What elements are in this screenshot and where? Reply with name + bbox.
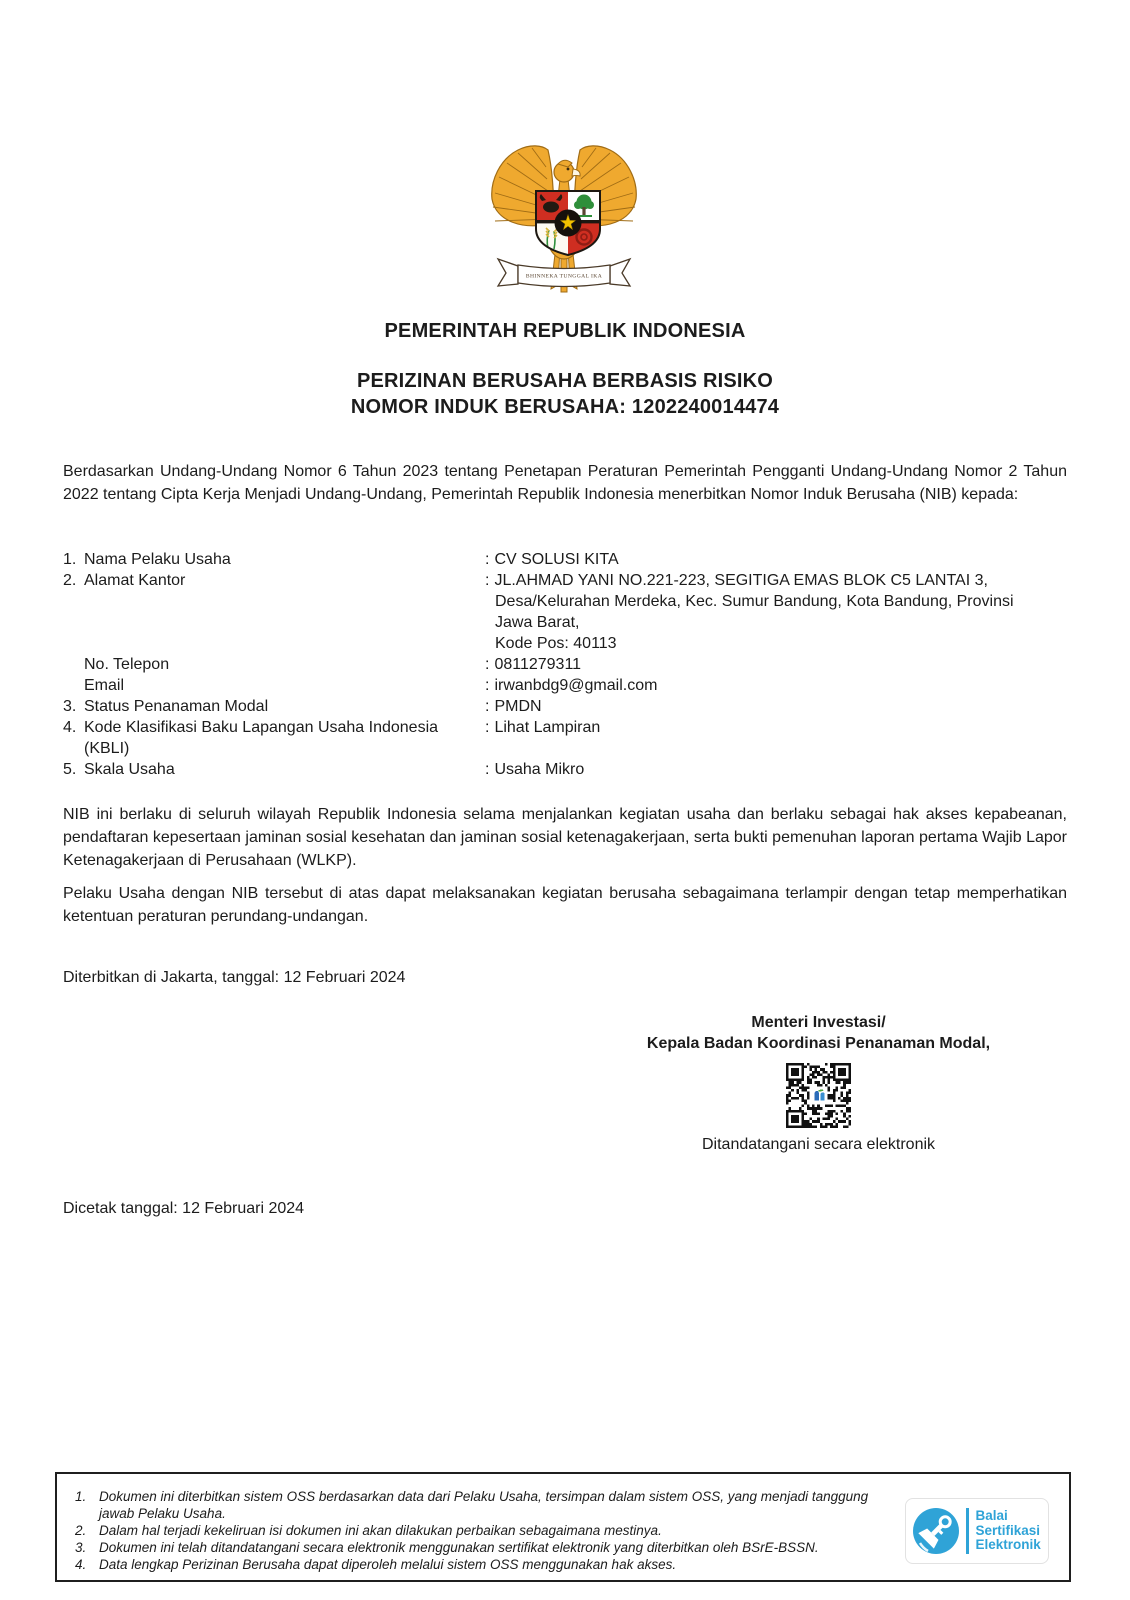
signature-block	[566, 1012, 1071, 1155]
field-value-text: irwanbdg9@gmail.com	[494, 677, 658, 694]
footer-notes	[75, 1488, 899, 1573]
issued-line: Diterbitkan di Jakarta, tanggal: 12 Februari 2024	[63, 969, 406, 986]
electronic-signature-caption: Ditandatangani secara elektronik	[701, 1136, 936, 1153]
footer-notes-box	[55, 1472, 1071, 1582]
footer-note-text: Dokumen ini diterbitkan sistem OSS berdasarkan data dari Pelaku Usaha, tersimpan dalam sistem OSS, yang menjadi tanggung jawab Pelaku Usaha.	[99, 1489, 869, 1521]
footer-note-text: Data lengkap Perizinan Berusaha dapat diperoleh melalui sistem OSS menggunakan hak akses.	[99, 1557, 677, 1572]
field-label	[84, 717, 485, 759]
field-value-text: Lihat Lampiran	[494, 719, 601, 736]
bsre-divider	[966, 1508, 969, 1554]
bsre-word-line1: Balai	[975, 1508, 1008, 1524]
bsre-logo	[905, 1498, 1049, 1564]
field-value-text: Usaha Mikro	[494, 761, 585, 778]
field-number: 1.	[63, 551, 77, 568]
signatory-title-line2: Kepala Badan Koordinasi Penanaman Modal,	[646, 1035, 991, 1052]
footer-note-number: 2.	[75, 1523, 87, 1538]
footer-note	[75, 1488, 899, 1522]
colon: :	[485, 761, 490, 778]
footer-note	[75, 1522, 899, 1539]
intro-paragraph: Berdasarkan Undang-Undang Nomor 6 Tahun 2023 tentang Penetapan Peraturan Pemerintah Pengganti Undang-Undang Nomor 2 Tahun 2022 tentang Cipta Kerja Menjadi Undang-Undang, Pemerintah Republik Indonesia menerbitkan Nomor Induk Berusaha (NIB) kepada:	[63, 463, 1067, 503]
field-value-text: PMDN	[494, 698, 542, 715]
printed-line: Dicetak tanggal: 12 Februari 2024	[63, 1200, 305, 1217]
garuda-eye	[567, 168, 570, 171]
footer-note-number: 3.	[75, 1540, 87, 1555]
pancasila-shield	[534, 191, 602, 255]
qr-center-logo	[811, 1088, 827, 1104]
signatory-title-line1: Menteri Investasi/	[751, 1014, 886, 1031]
colon: :	[485, 551, 490, 568]
footer-note	[75, 1539, 899, 1556]
footer-note-number: 4.	[75, 1557, 87, 1572]
bsre-word-line2: Sertifikasi	[975, 1522, 1041, 1538]
field-value-text: CV SOLUSI KITA	[494, 551, 619, 568]
field-list	[63, 549, 1067, 780]
field-value-text: Desa/Kelurahan Merdeka, Kec. Sumur Bandung, Kota Bandung, Provinsi	[495, 593, 1014, 610]
colon: :	[485, 719, 490, 736]
document-title-line2: NOMOR INDUK BERUSAHA: 1202240014474	[350, 396, 780, 418]
field-label: Alamat Kantor	[84, 572, 186, 589]
footer-note	[75, 1556, 899, 1573]
signature-qr-code	[786, 1063, 851, 1128]
field-row-nama	[63, 549, 1067, 570]
colon: :	[485, 698, 490, 715]
document-title-line1: PERIZINAN BERUSAHA BERBASIS RISIKO	[356, 370, 774, 392]
field-value	[485, 675, 1067, 696]
field-value	[485, 654, 1067, 675]
field-row-status-modal	[63, 696, 1067, 717]
field-number: 3.	[63, 698, 77, 715]
document-title	[0, 368, 1130, 420]
field-value	[485, 696, 1067, 717]
government-title: PEMERINTAH REPUBLIK INDONESIA	[384, 320, 746, 342]
colon: :	[485, 656, 490, 673]
field-value	[485, 549, 1067, 570]
bsre-key-icon	[912, 1507, 960, 1555]
field-label-line2: (KBLI)	[84, 740, 130, 757]
bsre-wordmark	[976, 1509, 1041, 1553]
field-value	[485, 570, 1067, 654]
field-number: 5.	[63, 761, 77, 778]
field-label: No. Telepon	[84, 656, 170, 673]
nib-validity-paragraph: NIB ini berlaku di seluruh wilayah Republik Indonesia selama menjalankan kegiatan usaha dan berlaku sebagai hak akses kepabeanan, pendaftaran kepesertaan jaminan sosial kesehatan dan jaminan sosial ketenagakerjaan, serta bukti pemenuhan laporan pertama Wajib Lapor Ketenagakerjaan di Perusahaan (WLKP).	[63, 806, 1067, 869]
nib-usage-paragraph: Pelaku Usaha dengan NIB tersebut di atas dapat melaksanakan kegiatan berusaha sebagaimana terlampir dengan tetap memperhatikan ketentuan peraturan perundang-undangan.	[63, 885, 1067, 925]
field-value-text: Kode Pos: 40113	[495, 635, 617, 652]
field-label: Skala Usaha	[84, 761, 175, 778]
bsre-word-line3: Elektronik	[975, 1537, 1041, 1553]
colon: :	[485, 677, 490, 694]
field-value-text: JL.AHMAD YANI NO.221-223, SEGITIGA EMAS BLOK C5 LANTAI 3,	[494, 572, 988, 589]
field-label: Nama Pelaku Usaha	[84, 551, 231, 568]
field-row-alamat	[63, 570, 1067, 654]
footer-note-number: 1.	[75, 1489, 87, 1504]
field-row-email	[63, 675, 1067, 696]
field-number: 2.	[63, 572, 77, 589]
field-value-text: 0811279311	[494, 656, 582, 673]
field-label: Email	[84, 677, 125, 694]
field-value	[485, 717, 1067, 738]
field-value	[485, 759, 1067, 780]
footer-note-text: Dokumen ini telah ditandatangani secara elektronik menggunakan sertifikat elektronik yang diterbitkan oleh BSrE-BSSN.	[99, 1540, 819, 1555]
footer-note-text: Dalam hal terjadi kekeliruan isi dokumen ini akan dilakukan perbaikan sebagaimana mestinya.	[99, 1523, 662, 1538]
banner-text: BHINNEKA TUNGGAL IKA	[525, 273, 603, 280]
field-label: Status Penanaman Modal	[84, 698, 269, 715]
field-value-text: Jawa Barat,	[495, 614, 580, 631]
field-row-skala	[63, 759, 1067, 780]
field-row-telepon	[63, 654, 1067, 675]
field-row-kbli	[63, 717, 1067, 759]
garuda-pancasila-emblem	[488, 145, 640, 295]
field-label-line1: Kode Klasifikasi Baku Lapangan Usaha Indonesia	[84, 719, 439, 736]
colon: :	[485, 572, 490, 589]
field-number: 4.	[63, 719, 77, 736]
